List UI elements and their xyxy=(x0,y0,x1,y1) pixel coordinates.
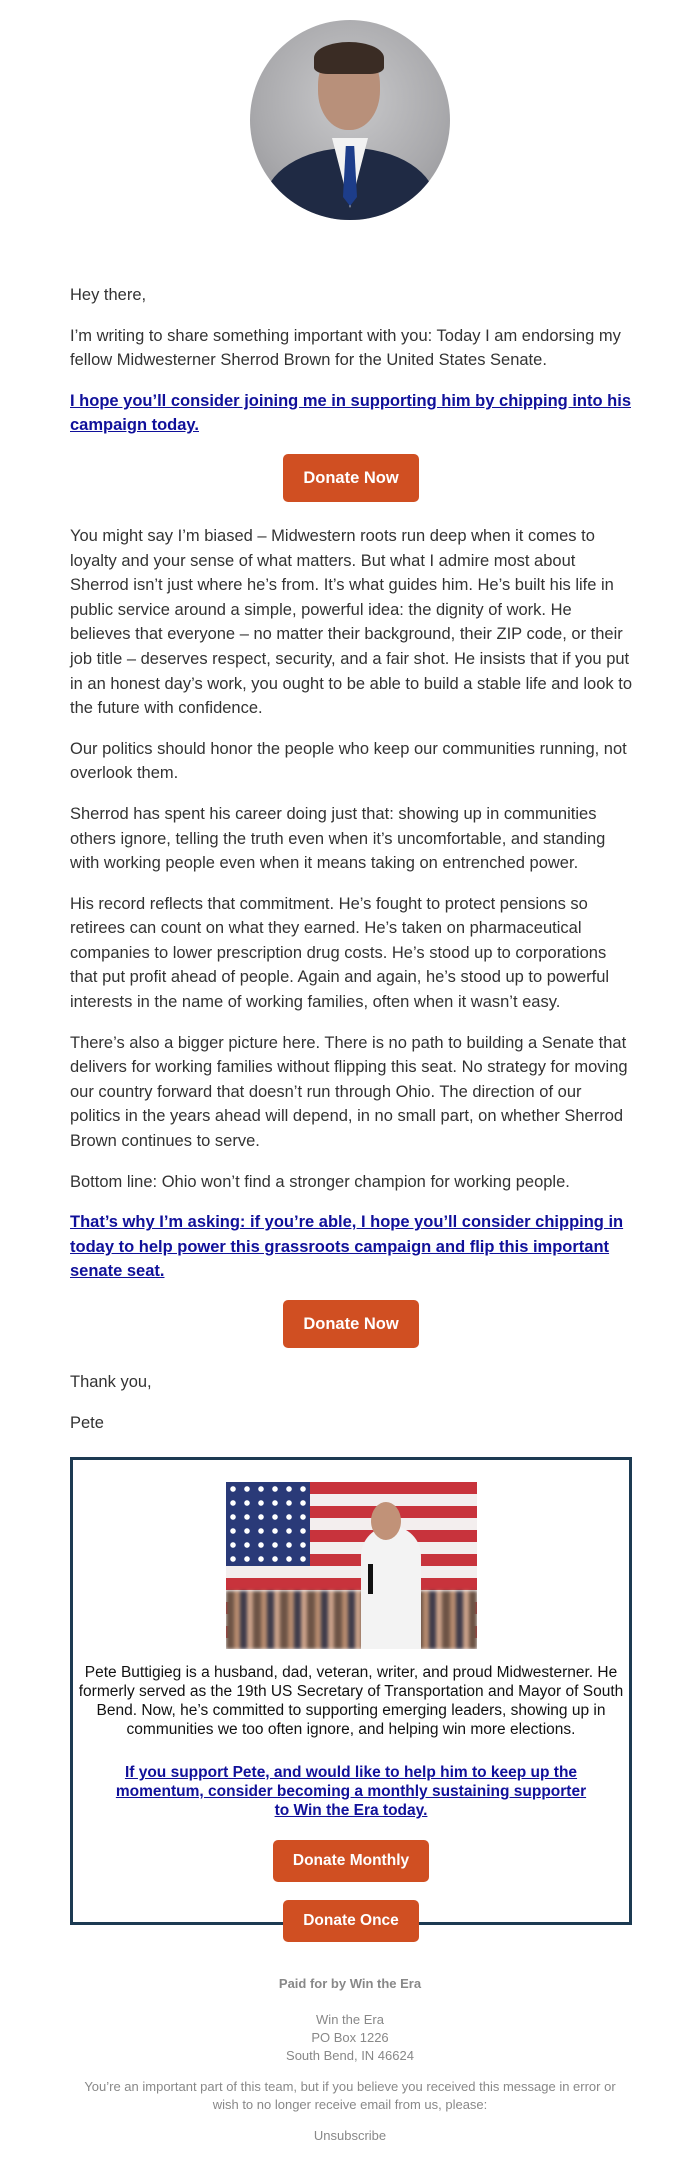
signature: Pete xyxy=(70,1413,104,1432)
address-line: Win the Era xyxy=(316,2012,384,2027)
sender-avatar-photo xyxy=(250,20,450,220)
speaker-head xyxy=(371,1502,401,1540)
body-paragraph: There’s also a bigger picture here. There is no path to building a Senate that delivers for working families without flipping this seat. No strategy for moving our country forward that doesn’t run through Ohio. The direction of our politics in the years ahead will depend, in no small part, on whether Sherrod Brown continues to serve. xyxy=(70,1033,628,1151)
bio-text: Pete Buttigieg is a husband, dad, veteran, writer, and proud Midwesterner. He formerly served as the 19th US Secretary of Transportation and Mayor of South Bend. Now, he’s committed to supporting emerging leaders, showing up in communities we too often ignore, and helping win more elections. xyxy=(78,1664,624,1738)
body-paragraph: Sherrod has spent his career doing just that: showing up in communities others ignore, telling the truth even when it’s uncomfortable, and standing with working people even when it means taking on entrenched power. xyxy=(70,804,606,873)
donate-now-button-1[interactable]: Donate Now xyxy=(283,454,418,502)
body-paragraph: You might say I’m biased – Midwestern roots run deep when it comes to loyalty and your sense of what matters. But what I admire most about Sherrod isn’t just where he’s from. It’s what guides him. He’s built his life in public service around a simple, powerful idea: the dignity of work. He believes that everyone – no matter their background, their ZIP code, or their job title – deserves respect, security, and a fair shot. He insists that if you put in an honest day’s work, you ought to be able to build a stable life and look to the future with confidence. xyxy=(70,526,632,718)
unsubscribe-note: You’re an important part of this team, but if you believe you received this message in error or wish to no longer receive email from us, please: xyxy=(84,2079,616,2112)
intro-paragraph: I’m writing to share something important with you: Today I am endorsing my fellow Midwesterner Sherrod Brown for the United States Senate. xyxy=(70,326,621,370)
body-paragraph: Our politics should honor the people who keep our communities running, not overlook them. xyxy=(70,739,627,783)
mailing-address xyxy=(70,2011,630,2065)
sustainer-promo-box xyxy=(70,1457,632,1929)
greeting: Hey there, xyxy=(70,286,147,304)
donate-link-1[interactable]: I hope you’ll consider joining me in supporting him by chipping into his campaign today. xyxy=(70,391,631,435)
address-line: PO Box 1226 xyxy=(311,2030,389,2045)
body-paragraph: Bottom line: Ohio won’t find a stronger champion for working people. xyxy=(70,1172,570,1191)
body-paragraph: His record reflects that commitment. He’s fought to protect pensions so retirees can count on what they earned. He’s taken on pharmaceutical companies to lower prescription drug costs. He’s stood up to corporations that put profit ahead of people. Again and again, he’s stood up to powerful interests in the name of working families, often when it wasn’t easy. xyxy=(70,894,610,1012)
avatar-hair xyxy=(314,42,384,74)
email-body xyxy=(70,283,632,1451)
donate-now-button-2[interactable]: Donate Now xyxy=(283,1300,418,1348)
donate-link-2[interactable]: That’s why I’m asking: if you’re able, I hope you’ll consider chipping in today to help power this grassroots campaign and flip this important senate seat. xyxy=(70,1213,624,1281)
footer xyxy=(70,1975,630,2145)
flag-canton xyxy=(226,1482,310,1566)
donate-monthly-button[interactable]: Donate Monthly xyxy=(273,1840,429,1882)
donate-once-button[interactable]: Donate Once xyxy=(283,1900,419,1942)
rally-photo xyxy=(226,1482,477,1649)
paid-for-disclaimer: Paid for by Win the Era xyxy=(278,1976,422,1991)
crowd xyxy=(226,1591,477,1649)
signoff: Thank you, xyxy=(70,1373,152,1391)
address-line: South Bend, IN 46624 xyxy=(286,2048,414,2063)
sustainer-link[interactable]: If you support Pete, and would like to help him to keep up the momentum, consider becoming a monthly sustaining supporter to Win the Era today. xyxy=(115,1764,587,1819)
unsubscribe-link[interactable]: Unsubscribe xyxy=(313,2128,387,2143)
microphone-icon xyxy=(368,1564,373,1594)
